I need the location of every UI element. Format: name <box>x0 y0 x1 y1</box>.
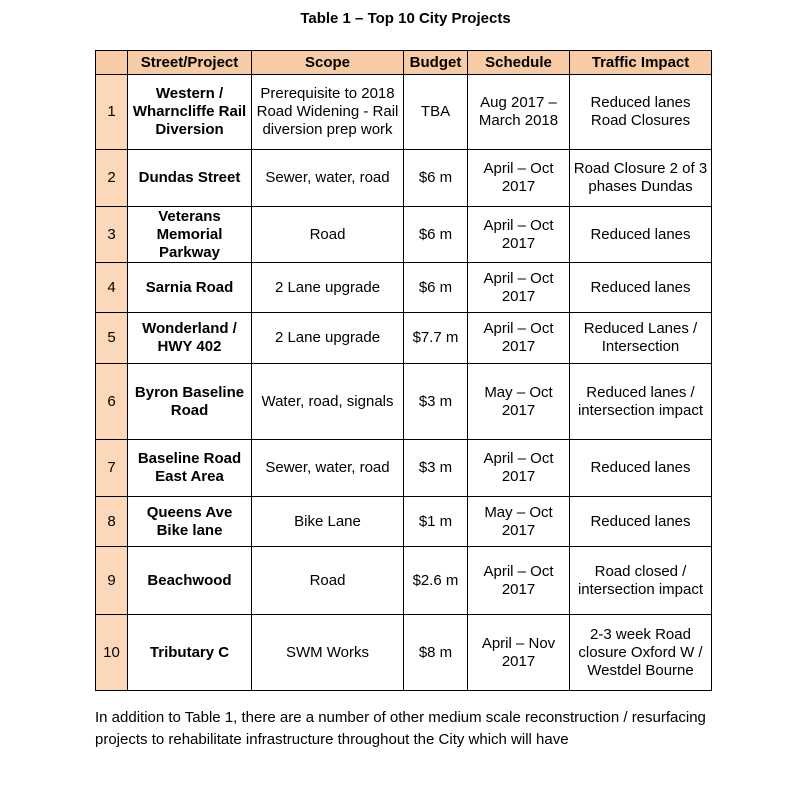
project-name: Dundas Street <box>128 150 252 207</box>
project-schedule: May – Oct 2017 <box>468 364 570 440</box>
table-row <box>96 440 712 497</box>
header-scope: Scope <box>252 51 404 75</box>
project-traffic-impact: Reduced lanes <box>570 440 712 497</box>
project-schedule: April – Oct 2017 <box>468 207 570 263</box>
project-budget: $6 m <box>404 207 468 263</box>
project-schedule: May – Oct 2017 <box>468 497 570 547</box>
project-name: Baseline Road East Area <box>128 440 252 497</box>
table-row <box>96 75 712 150</box>
project-schedule: April – Oct 2017 <box>468 440 570 497</box>
row-number: 5 <box>96 313 128 364</box>
table-row <box>96 150 712 207</box>
project-scope: 2 Lane upgrade <box>252 313 404 364</box>
project-scope: SWM Works <box>252 615 404 691</box>
project-name: Queens Ave Bike lane <box>128 497 252 547</box>
projects-table <box>95 50 712 691</box>
project-traffic-impact: 2-3 week Road closure Oxford W / Westdel Bourne <box>570 615 712 691</box>
table-row <box>96 497 712 547</box>
row-number: 2 <box>96 150 128 207</box>
row-number: 10 <box>96 615 128 691</box>
header-traffic-impact: Traffic Impact <box>570 51 712 75</box>
table-row <box>96 364 712 440</box>
project-scope: Road <box>252 207 404 263</box>
row-number: 7 <box>96 440 128 497</box>
project-schedule: April – Nov 2017 <box>468 615 570 691</box>
header-row <box>96 51 712 75</box>
project-budget: $1 m <box>404 497 468 547</box>
project-scope: Sewer, water, road <box>252 150 404 207</box>
project-budget: $3 m <box>404 440 468 497</box>
project-scope: Water, road, signals <box>252 364 404 440</box>
project-budget: $8 m <box>404 615 468 691</box>
row-number: 4 <box>96 263 128 313</box>
table-row <box>96 263 712 313</box>
project-schedule: April – Oct 2017 <box>468 313 570 364</box>
table-title: Table 1 – Top 10 City Projects <box>300 10 511 27</box>
project-traffic-impact: Reduced lanes / intersection impact <box>570 364 712 440</box>
project-traffic-impact: Reduced lanes <box>570 497 712 547</box>
header-budget: Budget <box>404 51 468 75</box>
project-scope: 2 Lane upgrade <box>252 263 404 313</box>
project-traffic-impact: Reduced lanes <box>570 207 712 263</box>
project-name: Western / Wharncliffe Rail Diversion <box>128 75 252 150</box>
project-budget: $7.7 m <box>404 313 468 364</box>
project-budget: $2.6 m <box>404 547 468 615</box>
header-number <box>96 51 128 75</box>
project-budget: $6 m <box>404 150 468 207</box>
table-row <box>96 207 712 263</box>
project-scope: Bike Lane <box>252 497 404 547</box>
project-name: Byron Baseline Road <box>128 364 252 440</box>
project-scope: Sewer, water, road <box>252 440 404 497</box>
project-budget: $3 m <box>404 364 468 440</box>
project-budget: TBA <box>404 75 468 150</box>
row-number: 3 <box>96 207 128 263</box>
project-traffic-impact: Reduced Lanes / Intersection <box>570 313 712 364</box>
row-number: 1 <box>96 75 128 150</box>
header-schedule: Schedule <box>468 51 570 75</box>
project-schedule: Aug 2017 – March 2018 <box>468 75 570 150</box>
project-schedule: April – Oct 2017 <box>468 263 570 313</box>
row-number: 9 <box>96 547 128 615</box>
project-traffic-impact: Reduced lanes Road Closures <box>570 75 712 150</box>
project-schedule: April – Oct 2017 <box>468 150 570 207</box>
table-row <box>96 615 712 691</box>
project-name: Veterans Memorial Parkway <box>128 207 252 263</box>
project-traffic-impact: Road Closure 2 of 3 phases Dundas <box>570 150 712 207</box>
header-street-project: Street/Project <box>128 51 252 75</box>
project-traffic-impact: Reduced lanes <box>570 263 712 313</box>
row-number: 6 <box>96 364 128 440</box>
table-row <box>96 313 712 364</box>
project-scope: Road <box>252 547 404 615</box>
project-budget: $6 m <box>404 263 468 313</box>
row-number: 8 <box>96 497 128 547</box>
project-name: Beachwood <box>128 547 252 615</box>
project-scope: Prerequisite to 2018 Road Widening - Rail diversion prep work <box>252 75 404 150</box>
project-traffic-impact: Road closed / intersection impact <box>570 547 712 615</box>
project-name: Tributary C <box>128 615 252 691</box>
table-row <box>96 547 712 615</box>
footer-paragraph: In addition to Table 1, there are a number of other medium scale reconstruction / resurfacing projects to rehabilitate infrastructure throughout the City which will have <box>95 709 706 748</box>
project-schedule: April – Oct 2017 <box>468 547 570 615</box>
project-name: Sarnia Road <box>128 263 252 313</box>
project-name: Wonderland / HWY 402 <box>128 313 252 364</box>
